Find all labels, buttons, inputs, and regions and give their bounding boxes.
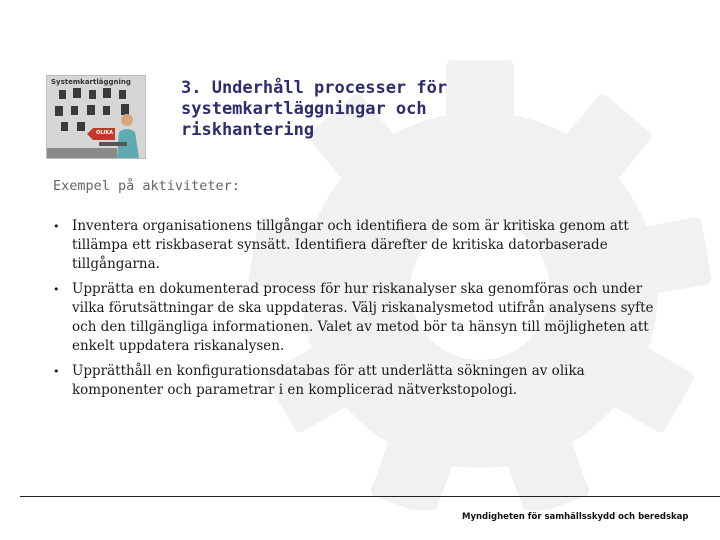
bullet-icon: • — [53, 220, 60, 233]
list-item — [53, 362, 673, 400]
thumbnail-title: Systemkartläggning — [51, 78, 131, 86]
server-room-illustration — [47, 76, 145, 158]
footer-divider — [20, 496, 720, 497]
thumbnail-tag: OLIKA — [96, 130, 114, 136]
bullet-icon: • — [53, 365, 60, 378]
activity-list — [53, 217, 673, 406]
footer-organization: Myndigheten för samhällsskydd och beredskap — [462, 512, 689, 522]
thumbnail-illustration — [46, 75, 146, 159]
list-item-text: Upprätta en dokumenterad process för hur riskanalyser ska genomföras och under vilka förutsättningar de ska uppdateras. Välj riskanalysmetod utifrån analysens syfte och den tillgängliga informationen. Valet av metod bör ta hänsyn till möjligheten att enkelt uppdatera riskanalysen. — [72, 281, 654, 354]
slide-title: 3. Underhåll processer för systemkartläggningar och riskhantering — [181, 78, 448, 140]
bullet-icon: • — [53, 283, 60, 296]
list-item-text: Upprätthåll en konfigurationsdatabas för att underlätta sökningen av olika komponenter och parametrar i en komplicerad nätverkstopologi. — [72, 363, 585, 398]
list-item — [53, 280, 673, 356]
list-item-text: Inventera organisationens tillgångar och identifiera de som är kritiska genom att tillämpa ett riskbaserat synsätt. Identifiera därefter de kritiska datorbaserade tillgångarna. — [72, 218, 629, 272]
list-item — [53, 217, 673, 274]
slide-subtitle: Exempel på aktiviteter: — [53, 178, 240, 194]
